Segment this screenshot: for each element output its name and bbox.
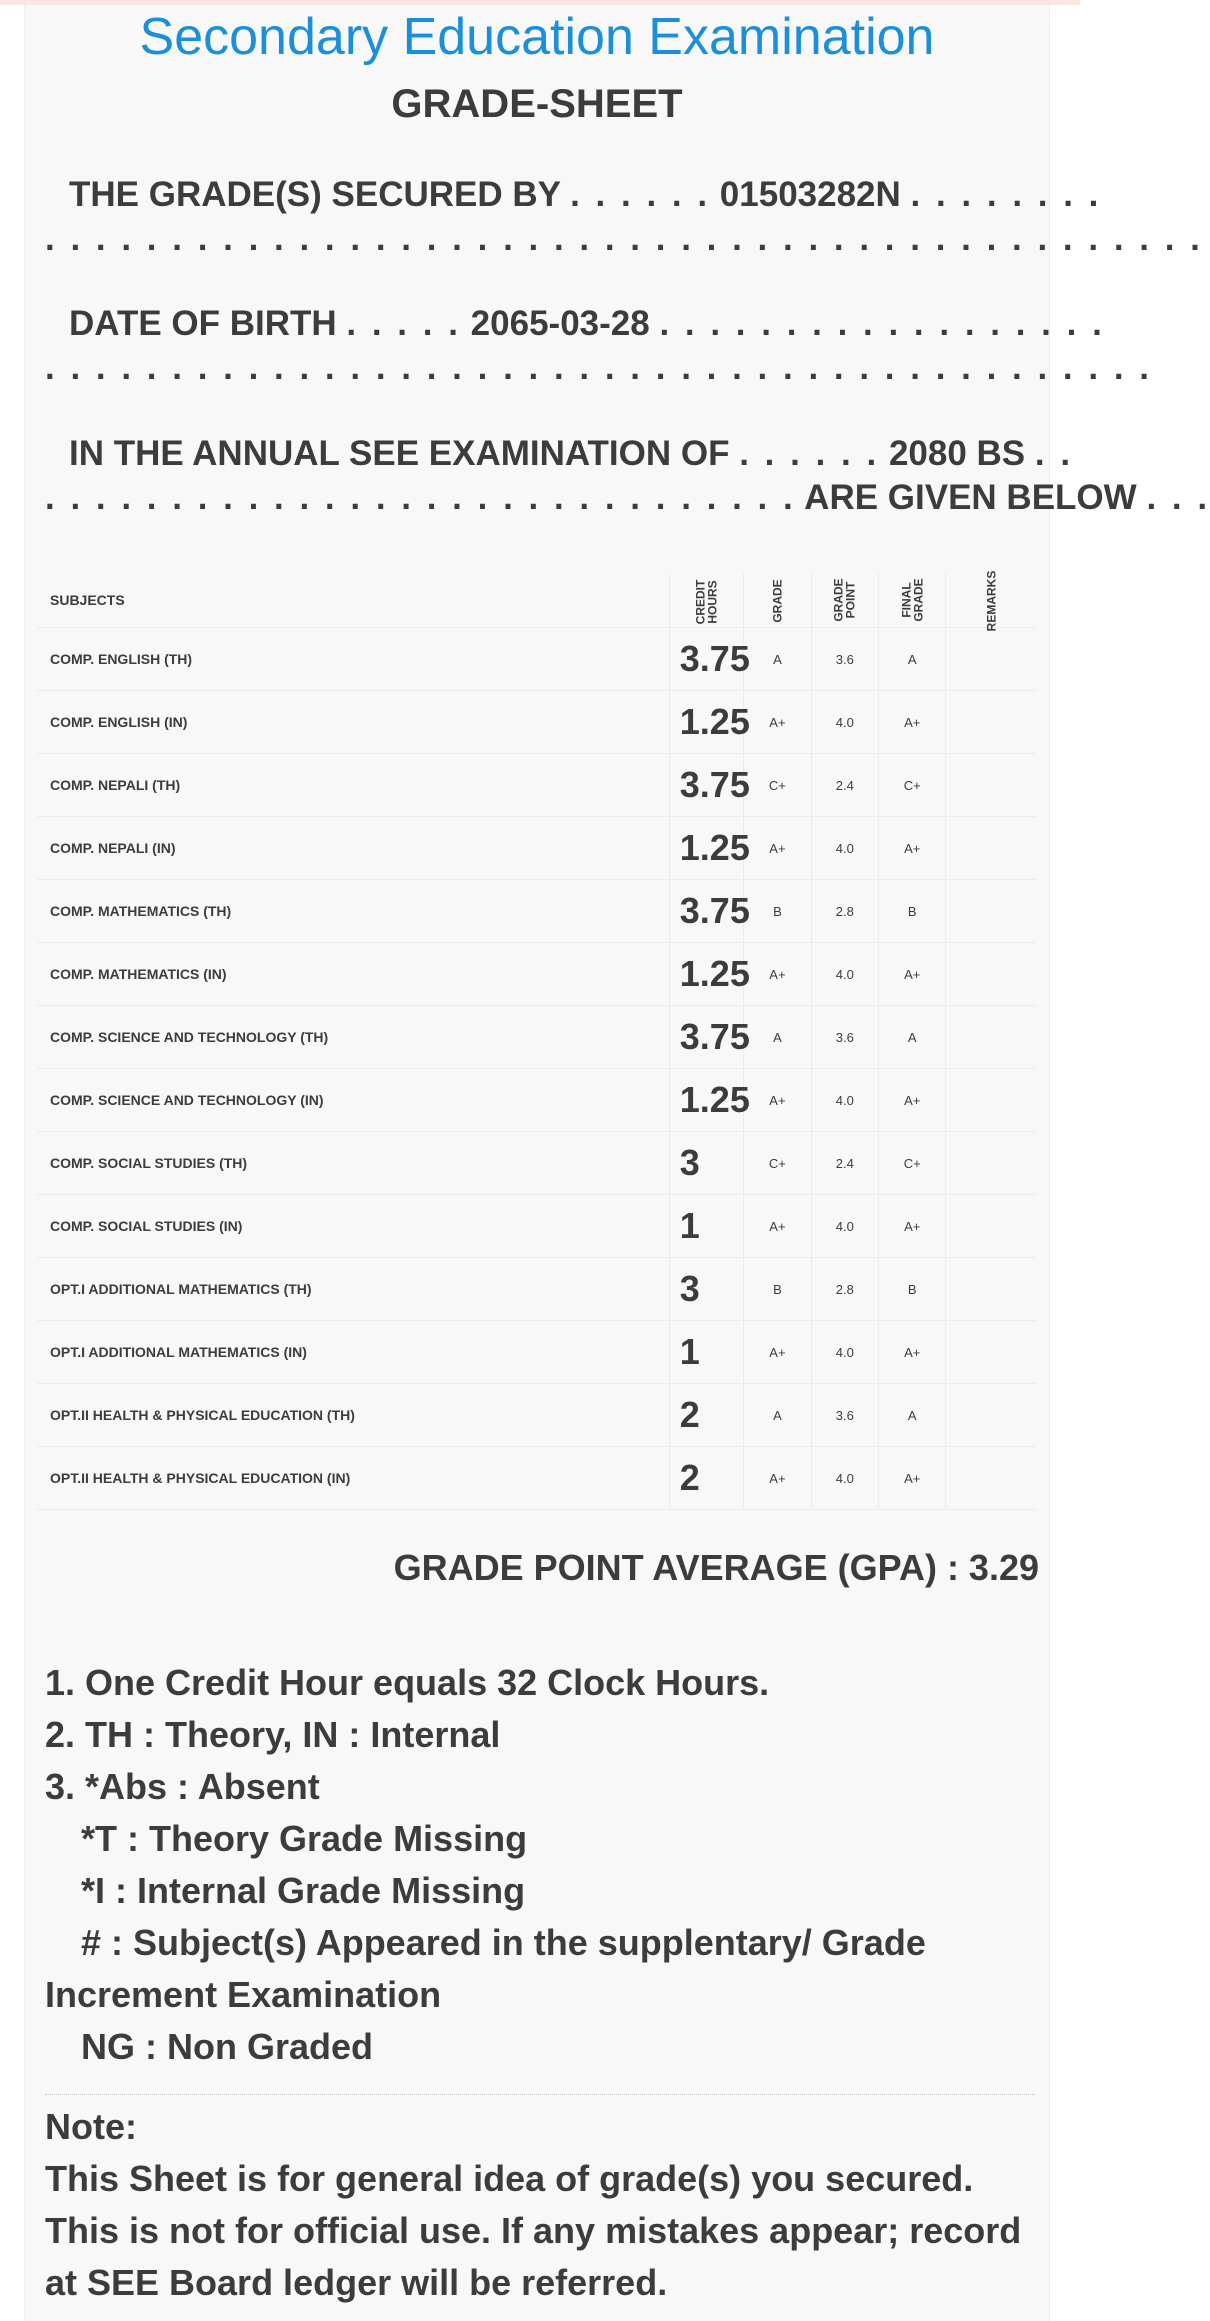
- legend-notes: [45, 1657, 1035, 2073]
- remarks-cell: [946, 1132, 1037, 1195]
- disclaimer-note: [45, 2101, 1045, 2309]
- grade-cell: C+: [744, 1132, 811, 1195]
- note-text: This Sheet is for general idea of grade(s) you secured. This is not for official use. If any mistakes appear; record at SEE Board ledger will be referred.: [45, 2158, 1022, 2303]
- grade-point-cell: 3.6: [811, 1006, 878, 1069]
- sheet-subtitle: GRADE-SHEET: [391, 82, 683, 126]
- grade-cell: A+: [744, 1447, 811, 1510]
- credit-hours-cell: 2: [669, 1447, 743, 1510]
- grade-point-cell: 4.0: [811, 1195, 878, 1258]
- dob-value: 2065-03-28: [470, 304, 650, 343]
- table-row: [37, 880, 1037, 943]
- grade-cell: A+: [744, 817, 811, 880]
- final-grade-cell: A+: [879, 817, 946, 880]
- final-grade-cell: A+: [879, 691, 946, 754]
- grade-point-cell: 4.0: [811, 1321, 878, 1384]
- credit-hours-cell: 3: [669, 1132, 743, 1195]
- grade-point-cell: 2.8: [811, 1258, 878, 1321]
- gpa-summary: GRADE POINT AVERAGE (GPA) : 3.29: [393, 1547, 1039, 1588]
- secured-by-label: THE GRADE(S) SECURED BY: [69, 175, 561, 214]
- final-grade-cell: A: [879, 1006, 946, 1069]
- remarks-cell: [946, 754, 1037, 817]
- table-row: [37, 691, 1037, 754]
- remarks-cell: [946, 1195, 1037, 1258]
- remarks-cell: [946, 817, 1037, 880]
- header-final-grade: FINAL GRADE: [879, 573, 946, 628]
- final-grade-cell: C+: [879, 754, 946, 817]
- table-row: [37, 817, 1037, 880]
- table-row: [37, 1006, 1037, 1069]
- grade-point-cell: 4.0: [811, 1447, 878, 1510]
- table-row: [37, 1069, 1037, 1132]
- dob-paragraph: DATE OF BIRTH . . . . . 2065-03-28 . . . . . . . . . . . . . . . . . . . . . . . . . . . . . . . . . . . . . . . . . . . . . . . . . . . . . . . . . . . . . .: [45, 304, 1152, 387]
- final-grade-cell: B: [879, 880, 946, 943]
- subject-cell: OPT.I ADDITIONAL MATHEMATICS (TH): [37, 1258, 669, 1321]
- final-grade-cell: A+: [879, 1447, 946, 1510]
- exam-label: IN THE ANNUAL SEE EXAMINATION OF: [69, 434, 730, 473]
- grade-cell: A+: [744, 691, 811, 754]
- remarks-cell: [946, 1258, 1037, 1321]
- credit-hours-cell: 1.25: [669, 817, 743, 880]
- given-below-text: ARE GIVEN BELOW: [804, 478, 1137, 517]
- final-grade-cell: A+: [879, 1321, 946, 1384]
- header-grade-point: GRADE POINT: [811, 573, 878, 628]
- legend-line: # : Subject(s) Appeared in the supplentary/ Grade Increment Examination: [45, 1922, 926, 2015]
- grade-point-cell: 3.6: [811, 1384, 878, 1447]
- legend-line: 2. TH : Theory, IN : Internal: [45, 1714, 501, 1755]
- final-grade-cell: A: [879, 628, 946, 691]
- final-grade-cell: B: [879, 1258, 946, 1321]
- subject-cell: OPT.I ADDITIONAL MATHEMATICS (IN): [37, 1321, 669, 1384]
- credit-hours-cell: 3.75: [669, 1006, 743, 1069]
- table-row: [37, 1258, 1037, 1321]
- grade-point-cell: 2.4: [811, 754, 878, 817]
- grade-cell: A+: [744, 1069, 811, 1132]
- credit-hours-cell: 1: [669, 1195, 743, 1258]
- subject-cell: COMP. SCIENCE AND TECHNOLOGY (IN): [37, 1069, 669, 1132]
- legend-line: 1. One Credit Hour equals 32 Clock Hours.: [45, 1662, 770, 1703]
- table-row: [37, 1384, 1037, 1447]
- subject-cell: OPT.II HEALTH & PHYSICAL EDUCATION (TH): [37, 1384, 669, 1447]
- grade-point-cell: 4.0: [811, 817, 878, 880]
- exam-year: 2080 BS: [888, 434, 1026, 473]
- grade-sheet: [24, 5, 1210, 2321]
- grade-point-cell: 2.8: [811, 880, 878, 943]
- credit-hours-cell: 2: [669, 1384, 743, 1447]
- subject-cell: COMP. ENGLISH (IN): [37, 691, 669, 754]
- remarks-cell: [946, 628, 1037, 691]
- grades-table: [37, 570, 1037, 1510]
- note-label: Note:: [45, 2106, 137, 2147]
- table-row: [37, 1195, 1037, 1258]
- table-row: [37, 754, 1037, 817]
- grade-cell: A: [744, 1384, 811, 1447]
- dob-label: DATE OF BIRTH: [69, 304, 337, 343]
- header-subjects: SUBJECTS: [37, 573, 669, 628]
- grade-cell: C+: [744, 754, 811, 817]
- final-grade-cell: A: [879, 1384, 946, 1447]
- table-header-row: [37, 573, 1037, 628]
- subject-cell: COMP. MATHEMATICS (IN): [37, 943, 669, 1006]
- subject-cell: COMP. NEPALI (TH): [37, 754, 669, 817]
- credit-hours-cell: 1.25: [669, 1069, 743, 1132]
- final-grade-cell: C+: [879, 1132, 946, 1195]
- grade-cell: B: [744, 880, 811, 943]
- legend-line: *I : Internal Grade Missing: [81, 1870, 526, 1911]
- table-row: [37, 1447, 1037, 1510]
- remarks-cell: [946, 1447, 1037, 1510]
- grade-cell: B: [744, 1258, 811, 1321]
- grade-point-cell: 4.0: [811, 691, 878, 754]
- subject-cell: COMP. ENGLISH (TH): [37, 628, 669, 691]
- secured-by-paragraph: THE GRADE(S) SECURED BY . . . . . . 01503282N . . . . . . . . . . . . . . . . . . . . . . . . . . . . . . . . . . . . . . . . . . . . . . . . . . . . . .: [45, 175, 1203, 258]
- remarks-cell: [946, 1006, 1037, 1069]
- exam-paragraph: IN THE ANNUAL SEE EXAMINATION OF . . . . . . 2080 BS . . . . . . . . . . . . . . . . . . . . . . . . . . . . . . . . ARE GIVEN BELOW . . .: [45, 434, 1210, 517]
- grade-cell: A: [744, 628, 811, 691]
- remarks-cell: [946, 691, 1037, 754]
- grade-cell: A+: [744, 943, 811, 1006]
- note-divider: [45, 2094, 1035, 2095]
- table-row: [37, 1321, 1037, 1384]
- header-grade: GRADE: [744, 573, 811, 628]
- grade-cell: A+: [744, 1321, 811, 1384]
- table-row: [37, 1132, 1037, 1195]
- exam-title: Secondary Education Examination: [139, 8, 935, 66]
- grade-point-cell: 4.0: [811, 943, 878, 1006]
- credit-hours-cell: 1.25: [669, 691, 743, 754]
- grade-point-cell: 4.0: [811, 1069, 878, 1132]
- credit-hours-cell: 3.75: [669, 628, 743, 691]
- grade-cell: A: [744, 1006, 811, 1069]
- legend-line: *T : Theory Grade Missing: [81, 1818, 528, 1859]
- header-remarks: REMARKS: [946, 573, 1037, 628]
- subject-cell: COMP. SCIENCE AND TECHNOLOGY (TH): [37, 1006, 669, 1069]
- legend-line: NG : Non Graded: [81, 2026, 374, 2067]
- remarks-cell: [946, 943, 1037, 1006]
- table-row: [37, 628, 1037, 691]
- final-grade-cell: A+: [879, 1069, 946, 1132]
- subject-cell: OPT.II HEALTH & PHYSICAL EDUCATION (IN): [37, 1447, 669, 1510]
- symbol-number: 01503282N: [719, 175, 901, 214]
- table-row: [37, 943, 1037, 1006]
- remarks-cell: [946, 1069, 1037, 1132]
- credit-hours-cell: 3.75: [669, 880, 743, 943]
- remarks-cell: [946, 1384, 1037, 1447]
- grade-cell: A+: [744, 1195, 811, 1258]
- subject-cell: COMP. NEPALI (IN): [37, 817, 669, 880]
- subject-cell: COMP. MATHEMATICS (TH): [37, 880, 669, 943]
- subject-cell: COMP. SOCIAL STUDIES (TH): [37, 1132, 669, 1195]
- final-grade-cell: A+: [879, 1195, 946, 1258]
- header-credit-hours: CREDIT HOURS: [669, 573, 743, 628]
- credit-hours-cell: 3: [669, 1258, 743, 1321]
- subject-cell: COMP. SOCIAL STUDIES (IN): [37, 1195, 669, 1258]
- credit-hours-cell: 1.25: [669, 943, 743, 1006]
- remarks-cell: [946, 880, 1037, 943]
- credit-hours-cell: 3.75: [669, 754, 743, 817]
- final-grade-cell: A+: [879, 943, 946, 1006]
- grade-point-cell: 2.4: [811, 1132, 878, 1195]
- legend-line: 3. *Abs : Absent: [45, 1766, 320, 1807]
- credit-hours-cell: 1: [669, 1321, 743, 1384]
- grade-point-cell: 3.6: [811, 628, 878, 691]
- remarks-cell: [946, 1321, 1037, 1384]
